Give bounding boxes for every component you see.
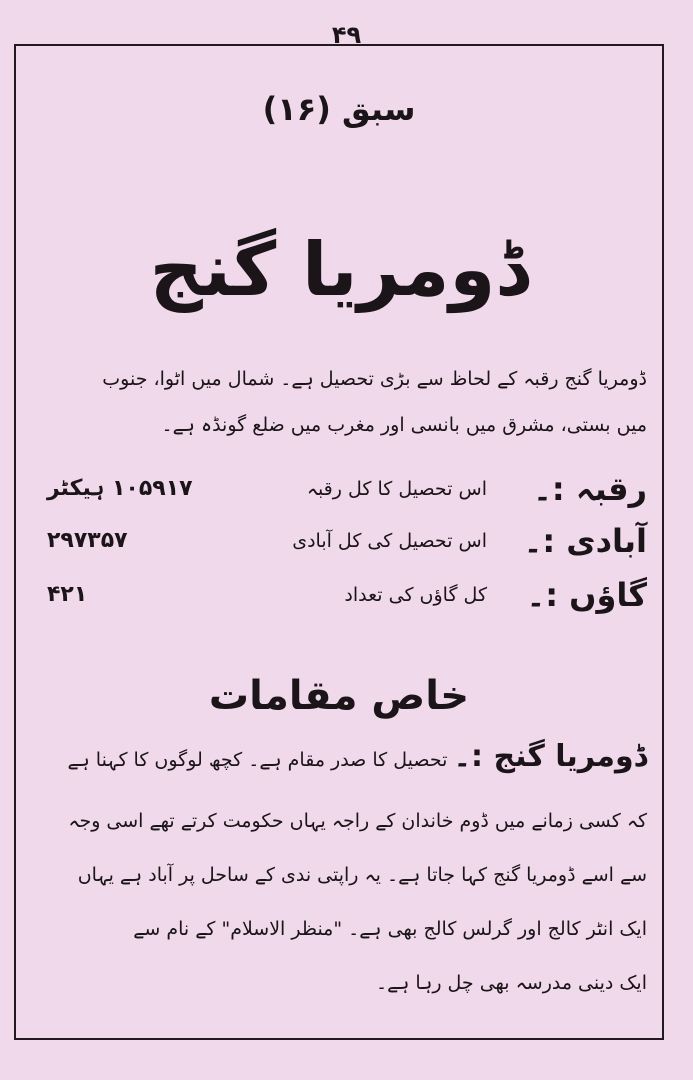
place-line-3: سے اسے ڈومریا گنج کہا جاتا ہے۔ یہ راپتی ندی کے ساحل پر آباد ہے یہاں: [77, 864, 647, 886]
stat-population: [37, 518, 647, 564]
stat-population-desc: اس تحصیل کی کل آبادی: [292, 530, 487, 552]
place-line-1-text: تحصیل کا صدر مقام ہے۔ کچھ لوگوں کا کہنا ہے: [67, 749, 448, 771]
stat-villages-label: گاؤں :۔: [526, 576, 647, 614]
place-line-5: ایک دینی مدرسہ بھی چل رہا ہے۔: [375, 972, 647, 994]
stat-area-value: ۱۰۵۹۱۷ ہیکٹر: [47, 476, 193, 501]
stat-area-desc: اس تحصیل کا کل رقبہ: [306, 478, 487, 500]
place-line-1: [37, 738, 647, 779]
stat-population-label: آبادی :۔: [523, 522, 647, 560]
stat-villages-desc: کل گاؤں کی تعداد: [344, 584, 487, 606]
page-number: ۴۹: [331, 21, 362, 49]
place-line-2: کہ کسی زمانے میں ڈوم خاندان کے راجہ یہاں حکومت کرتے تھے اسی وجہ: [68, 810, 647, 832]
intro-line-1: ڈومریا گنج رقبہ کے لحاظ سے بڑی تحصیل ہے۔ شمال میں اٹوا، جنوب: [102, 368, 647, 390]
stat-villages-value: ۴۲۱: [47, 582, 88, 607]
section-heading: خاص مقامات: [208, 673, 470, 719]
stat-population-value: ۲۹۷۳۵۷: [47, 528, 128, 553]
place-line-4: ایک انٹر کالج اور گرلس کالج بھی ہے۔ "منظر الاسلام" کے نام سے: [133, 918, 647, 940]
page-title: ڈومریا گنج: [149, 227, 529, 313]
lesson-number: سبق (۱۶): [262, 90, 416, 128]
stat-area: [37, 466, 647, 512]
place-heading: ڈومریا گنج :۔: [453, 739, 647, 774]
intro-line-2: میں بستی، مشرق میں بانسی اور مغرب میں ضلع گونڈہ ہے۔: [161, 414, 647, 436]
stat-villages: [37, 572, 647, 618]
stat-area-label: رقبہ :۔: [533, 470, 647, 508]
